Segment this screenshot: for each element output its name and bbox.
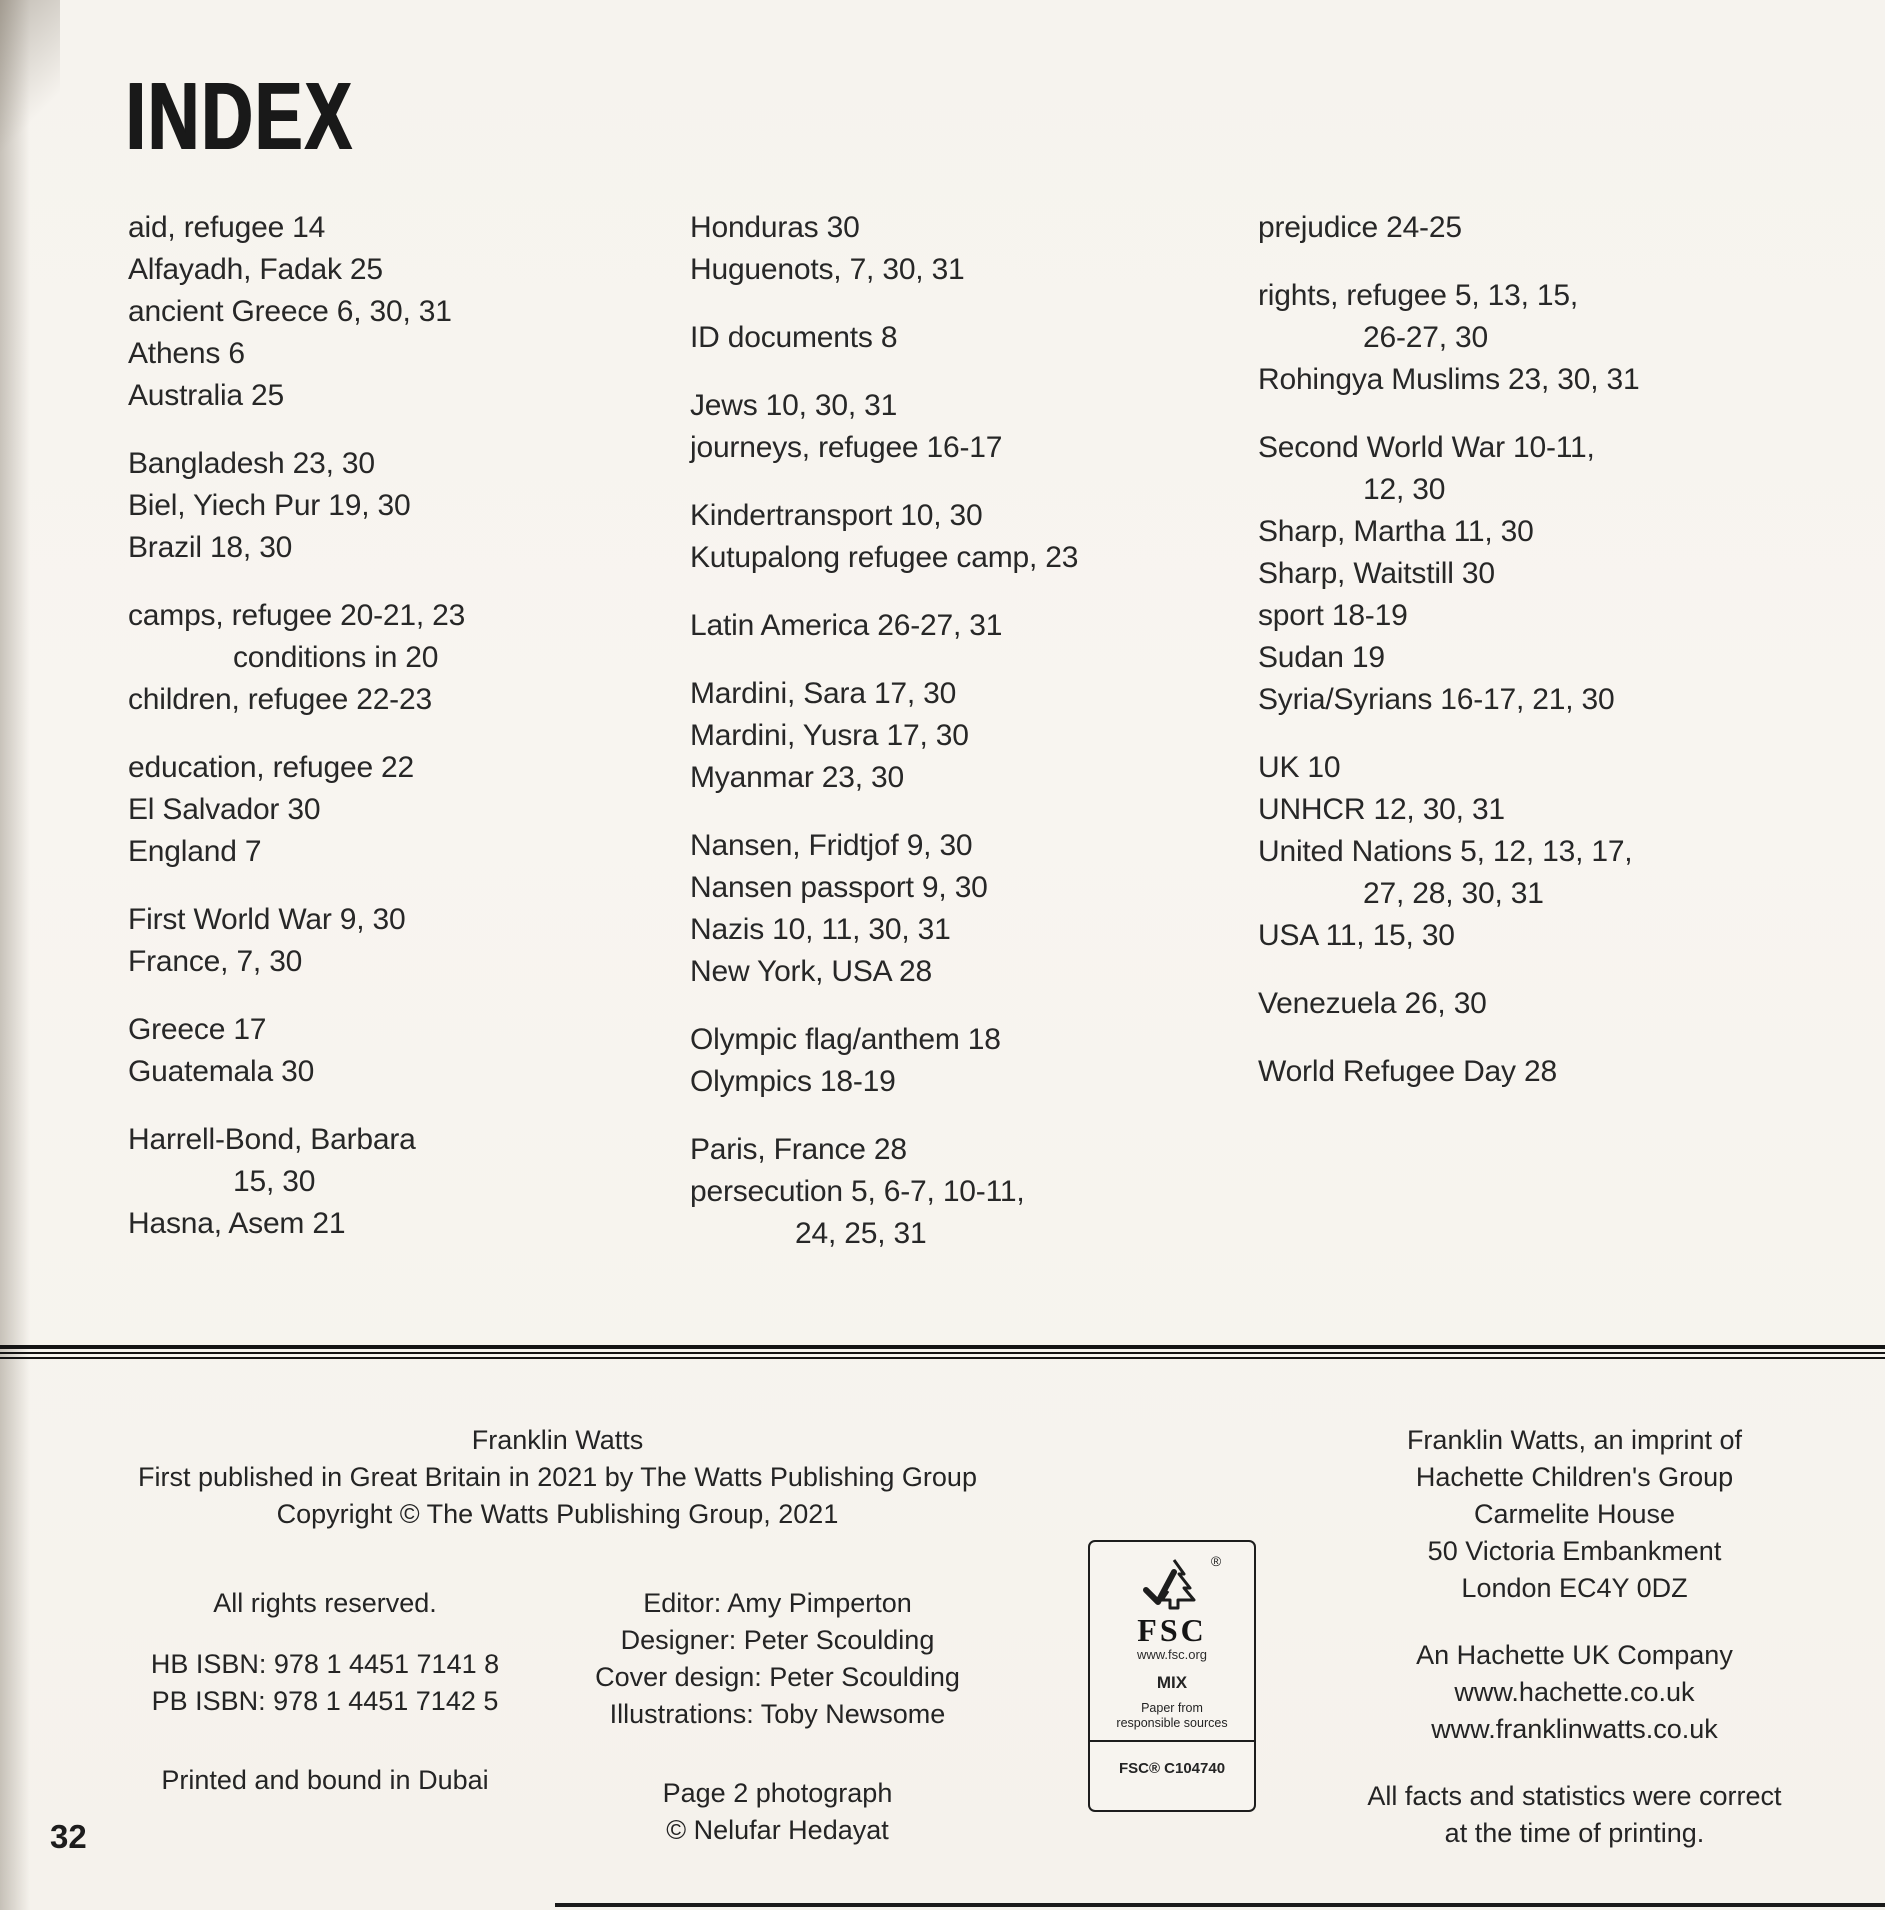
photo-credit: [545, 1775, 1010, 1849]
text-line: Franklin Watts, an imprint of: [1406, 1425, 1743, 1455]
index-entry: Harrell-Bond, Barbara: [128, 1123, 416, 1156]
index-columns: [128, 207, 1845, 1281]
index-group: [128, 1119, 690, 1245]
index-entry: sport 18-19: [1258, 599, 1408, 632]
index-group: [690, 605, 1258, 647]
index-entry: aid, refugee 14: [128, 211, 326, 244]
disclaimer: [1324, 1778, 1825, 1852]
fsc-label: [1088, 1540, 1256, 1812]
index-group: [1258, 207, 1845, 249]
text-line: www.hachette.co.uk: [1454, 1677, 1695, 1707]
colophon-subrow: [105, 1585, 1010, 1849]
index-entry: conditions in 20: [233, 641, 439, 674]
index-column-1: [128, 207, 690, 1281]
printed-line: Printed and bound in Dubai: [161, 1765, 489, 1795]
publisher-intro: [105, 1422, 1010, 1533]
index-entry: Olympics 18-19: [690, 1065, 896, 1098]
index-entry: Alfayadh, Fadak 25: [128, 253, 383, 286]
index-entry: prejudice 24-25: [1258, 211, 1462, 244]
index-entry: Brazil 18, 30: [128, 531, 293, 564]
index-entry: Guatemala 30: [128, 1055, 315, 1088]
fsc-tree-icon: [1096, 1552, 1248, 1614]
rights-line: All rights reserved.: [213, 1588, 437, 1618]
index-entry: First World War 9, 30: [128, 903, 406, 936]
index-group: [690, 1129, 1258, 1255]
text-line: PB ISBN: 978 1 4451 7142 5: [151, 1686, 499, 1716]
text-line: Carmelite House: [1473, 1499, 1676, 1529]
fsc-code: FSC® C104740: [1118, 1759, 1226, 1777]
index-group: [128, 899, 690, 983]
text-line: responsible sources: [1116, 1716, 1228, 1730]
index-entry: Nazis 10, 11, 30, 31: [690, 913, 951, 946]
text-line: Page 2 photograph: [662, 1778, 893, 1808]
index-entry: Nansen passport 9, 30: [690, 871, 988, 904]
index-column-3: [1258, 207, 1845, 1281]
index-entry: children, refugee 22-23: [128, 683, 432, 716]
index-entry: Greece 17: [128, 1013, 267, 1046]
index-entry: Olympic flag/anthem 18: [690, 1023, 1001, 1056]
index-group: [128, 443, 690, 569]
text-line: Franklin Watts: [471, 1425, 644, 1455]
page-title: INDEX: [126, 63, 355, 170]
text-line: Cover design: Peter Scoulding: [595, 1662, 960, 1692]
fsc-mix-label: MIX: [1156, 1673, 1188, 1692]
index-entry: Sharp, Waitstill 30: [1258, 557, 1495, 590]
index-entry: Kindertransport 10, 30: [690, 499, 983, 532]
index-entry: Sudan 19: [1258, 641, 1385, 674]
index-entry: France, 7, 30: [128, 945, 303, 978]
index-group: [1258, 747, 1845, 957]
index-group: [690, 207, 1258, 291]
text-line: www.franklinwatts.co.uk: [1431, 1714, 1718, 1744]
index-group: [1258, 1051, 1845, 1093]
colophon-right-area: [1324, 1422, 1825, 1852]
index-entry: Honduras 30: [690, 211, 860, 244]
index-entry: Latin America 26-27, 31: [690, 609, 1003, 642]
index-entry: Mardini, Sara 17, 30: [690, 677, 957, 710]
colophon: [105, 1422, 1825, 1852]
text-line: Editor: Amy Pimperton: [643, 1588, 912, 1618]
divider-rule: [0, 1352, 1885, 1354]
address-block: [1324, 1422, 1825, 1607]
index-entry: Kutupalong refugee camp, 23: [690, 541, 1079, 574]
text-line: An Hachette UK Company: [1416, 1640, 1733, 1670]
index-column-2: [690, 207, 1258, 1281]
text-line: Illustrations: Toby Newsome: [609, 1699, 946, 1729]
page-edge-shadow: [0, 0, 30, 1910]
index-entry: Second World War 10-11,: [1258, 431, 1595, 464]
colophon-left-area: [105, 1422, 1010, 1852]
divider-rule: [0, 1357, 1885, 1359]
text-line: Hachette Children's Group: [1415, 1462, 1734, 1492]
index-entry: England 7: [128, 835, 262, 868]
index-entry: Sharp, Martha 11, 30: [1258, 515, 1534, 548]
index-entry: 26-27, 30: [1363, 321, 1488, 354]
index-entry: Nansen, Fridtjof 9, 30: [690, 829, 973, 862]
rights-isbn-column: [105, 1585, 545, 1849]
index-entry: education, refugee 22: [128, 751, 415, 784]
divider-rule: [0, 1345, 1885, 1349]
text-line: Copyright © The Watts Publishing Group, 2021: [276, 1499, 839, 1529]
fsc-divider: [1090, 1740, 1254, 1742]
index-group: [128, 747, 690, 873]
index-entry: journeys, refugee 16-17: [690, 431, 1003, 464]
text-line: All facts and statistics were correct: [1367, 1781, 1782, 1811]
index-group: [1258, 427, 1845, 721]
text-line: 50 Victoria Embankment: [1427, 1536, 1722, 1566]
page-number: 32: [50, 1818, 87, 1855]
index-group: [128, 1009, 690, 1093]
index-group: [1258, 983, 1845, 1025]
index-entry: USA 11, 15, 30: [1258, 919, 1455, 952]
index-entry: Myanmar 23, 30: [690, 761, 904, 794]
index-entry: El Salvador 30: [128, 793, 321, 826]
index-entry: Athens 6: [128, 337, 245, 370]
text-line: First published in Great Britain in 2021 by The Watts Publishing Group: [138, 1462, 977, 1492]
index-entry: Venezuela 26, 30: [1258, 987, 1487, 1020]
text-line: Designer: Peter Scoulding: [620, 1625, 935, 1655]
index-group: [128, 595, 690, 721]
company-block: [1324, 1637, 1825, 1748]
index-group: [690, 495, 1258, 579]
index-entry: camps, refugee 20-21, 23: [128, 599, 466, 632]
index-entry: rights, refugee 5, 13, 15,: [1258, 279, 1579, 312]
text-line: at the time of printing.: [1444, 1818, 1705, 1848]
text-line: HB ISBN: 978 1 4451 7141 8: [150, 1649, 500, 1679]
index-entry: ancient Greece 6, 30, 31: [128, 295, 452, 328]
isbn-block: [105, 1646, 545, 1720]
fsc-description: [1096, 1701, 1248, 1731]
index-entry: 12, 30: [1363, 473, 1446, 506]
index-entry: Rohingya Muslims 23, 30, 31: [1258, 363, 1640, 396]
index-group: [1258, 275, 1845, 401]
index-group: [128, 207, 690, 417]
text-line: Paper from: [1141, 1701, 1203, 1715]
index-entry: Australia 25: [128, 379, 285, 412]
index-group: [690, 673, 1258, 799]
index-entry: Biel, Yiech Pur 19, 30: [128, 489, 411, 522]
text-line: London EC4Y 0DZ: [1461, 1573, 1688, 1603]
index-entry: New York, USA 28: [690, 955, 932, 988]
index-entry: 24, 25, 31: [795, 1217, 927, 1250]
scan-edge-line: [555, 1903, 1885, 1907]
index-entry: Bangladesh 23, 30: [128, 447, 375, 480]
credits-column: [545, 1585, 1010, 1849]
fsc-url: www.fsc.org: [1136, 1647, 1208, 1662]
index-group: [690, 1019, 1258, 1103]
credits-block: [545, 1585, 1010, 1733]
index-entry: Huguenots, 7, 30, 31: [690, 253, 965, 286]
fsc-name: FSC: [1137, 1612, 1207, 1648]
registered-mark: ®: [1210, 1553, 1222, 1569]
index-group: [690, 317, 1258, 359]
index-entry: Jews 10, 30, 31: [690, 389, 898, 422]
index-entry: World Refugee Day 28: [1258, 1055, 1557, 1088]
index-entry: UNHCR 12, 30, 31: [1258, 793, 1505, 826]
text-line: © Nelufar Hedayat: [666, 1815, 889, 1845]
index-entry: Hasna, Asem 21: [128, 1207, 346, 1240]
index-entry: United Nations 5, 12, 13, 17,: [1258, 835, 1633, 868]
index-entry: Mardini, Yusra 17, 30: [690, 719, 969, 752]
index-group: [690, 385, 1258, 469]
index-entry: ID documents 8: [690, 321, 898, 354]
index-entry: 27, 28, 30, 31: [1363, 877, 1544, 910]
index-group: [690, 825, 1258, 993]
page-corner-shadow: [0, 0, 60, 160]
index-entry: persecution 5, 6-7, 10-11,: [690, 1175, 1025, 1208]
index-entry: Paris, France 28: [690, 1133, 907, 1166]
index-entry: Syria/Syrians 16-17, 21, 30: [1258, 683, 1615, 716]
index-entry: UK 10: [1258, 751, 1341, 784]
section-divider: [0, 1345, 1885, 1359]
index-entry: 15, 30: [233, 1165, 316, 1198]
